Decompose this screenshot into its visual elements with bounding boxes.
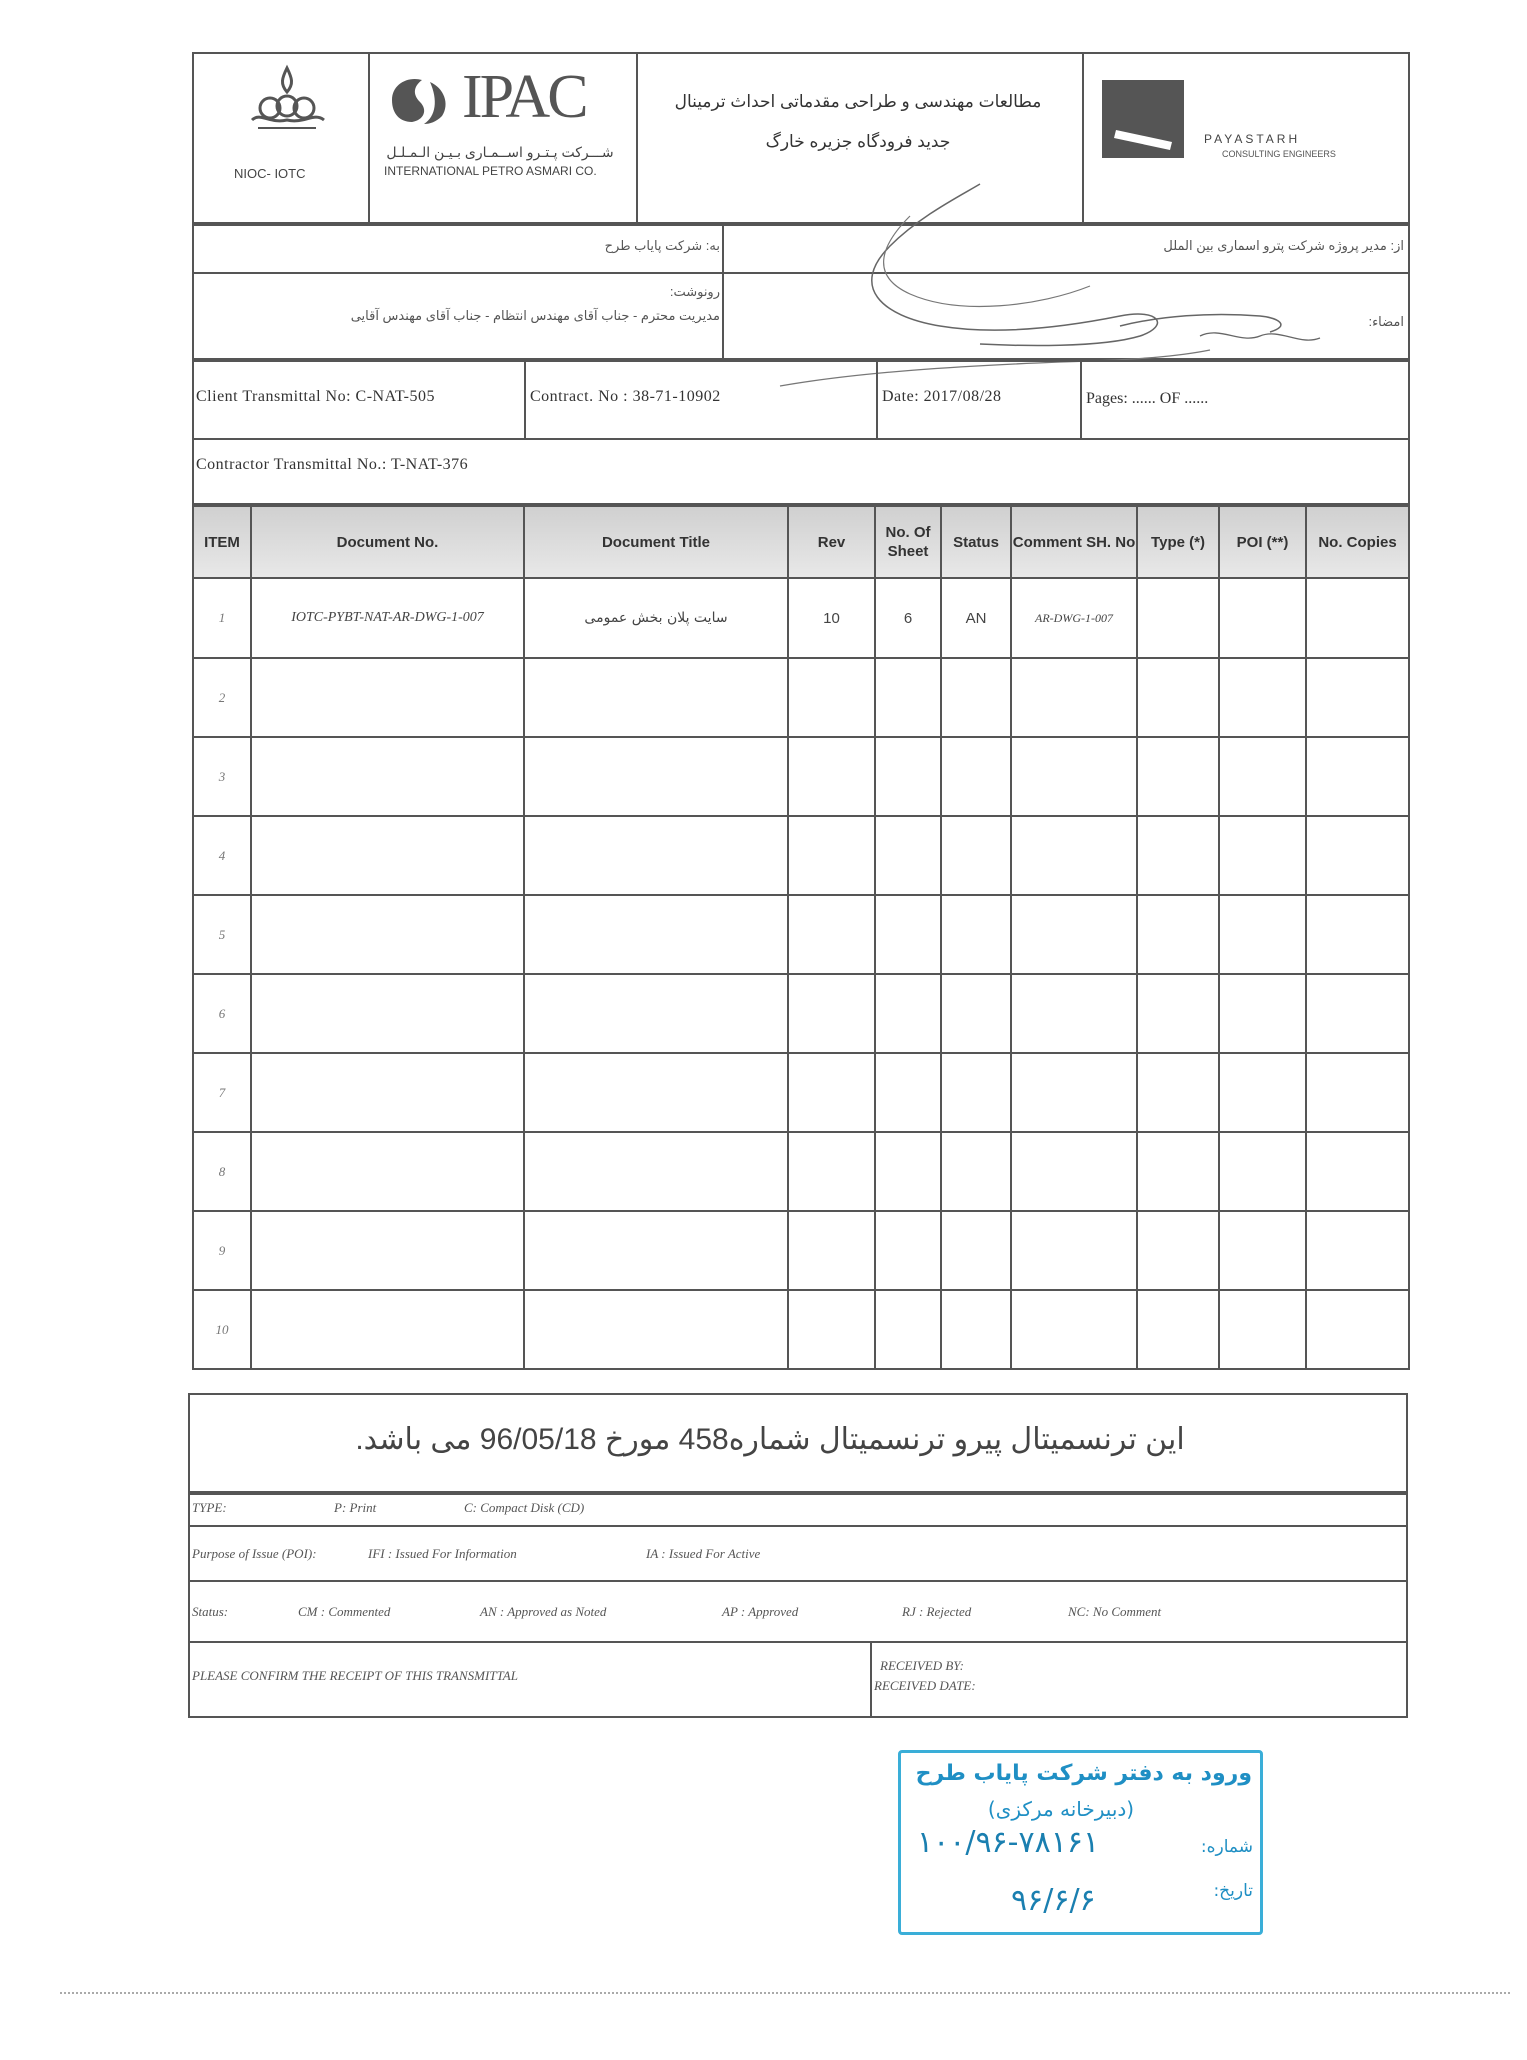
cell-status <box>941 895 1011 974</box>
ipac-logo-text: IPAC <box>462 63 586 131</box>
cell-type <box>1137 1290 1219 1369</box>
poi-label: Purpose of Issue (POI): <box>192 1546 317 1561</box>
cell-document-no <box>251 895 524 974</box>
col-header-document-no: Document No. <box>251 506 524 578</box>
cell-item: 1 <box>193 578 251 658</box>
col-header-type: Type (*) <box>1137 506 1219 578</box>
cell-comment-sh-no <box>1011 1053 1137 1132</box>
cell-rev <box>788 1132 875 1211</box>
cell-poi <box>1219 895 1306 974</box>
cell-type <box>1137 895 1219 974</box>
stamp-title: ورود به دفتر شرکت پایاب طرح <box>915 1761 1252 1786</box>
cell-no-copies <box>1306 1290 1409 1369</box>
col-header-no-of-sheet: No. Of Sheet <box>875 506 941 578</box>
cell-document-title <box>524 1290 788 1369</box>
ipac-name-fa: شـــرکت پـتـرو اســمـاری بـیـن الـمـلـل <box>386 144 614 160</box>
cell-rev <box>788 1290 875 1369</box>
nioc-label: NIOC- IOTC <box>234 166 306 181</box>
status-cm: CM : Commented <box>298 1604 391 1619</box>
cell-no-copies <box>1306 1211 1409 1290</box>
cell-no-of-sheet <box>875 974 941 1053</box>
legend-divider <box>870 1641 872 1718</box>
table-row <box>193 578 1409 658</box>
transmittal-divider <box>524 360 526 438</box>
cell-status <box>941 1053 1011 1132</box>
col-header-comment-sh-no: Comment SH. No <box>1011 506 1137 578</box>
cell-document-no <box>251 1211 524 1290</box>
cell-status <box>941 1132 1011 1211</box>
stamp-subtitle: (دبیرخانه مرکزی) <box>987 1797 1135 1821</box>
status-label: Status: <box>192 1604 229 1619</box>
col-header-poi: POI (**) <box>1219 506 1306 578</box>
cell-poi <box>1219 658 1306 737</box>
cell-comment-sh-no <box>1011 816 1137 895</box>
cell-item: 5 <box>193 895 251 974</box>
cell-document-no <box>251 1132 524 1211</box>
cell-item: 7 <box>193 1053 251 1132</box>
cell-no-of-sheet: 6 <box>875 578 941 658</box>
cell-status: AN <box>941 578 1011 658</box>
legend-divider <box>188 1525 1408 1527</box>
col-header-no-copies: No. Copies <box>1306 506 1409 578</box>
cell-status <box>941 816 1011 895</box>
cell-type <box>1137 1211 1219 1290</box>
cell-no-copies <box>1306 658 1409 737</box>
document-table <box>192 505 1410 1370</box>
table-row <box>193 658 1409 737</box>
cc-label: رونوشت: <box>669 284 720 299</box>
status-rj: RJ : Rejected <box>902 1604 972 1619</box>
cell-item: 8 <box>193 1132 251 1211</box>
cell-comment-sh-no <box>1011 1290 1137 1369</box>
cell-poi <box>1219 1211 1306 1290</box>
table-row <box>193 1053 1409 1132</box>
cell-comment-sh-no <box>1011 1211 1137 1290</box>
received-date: RECEIVED DATE: <box>874 1678 976 1693</box>
cell-no-of-sheet <box>875 1290 941 1369</box>
stamp-number-value: ۱۰۰/۹۶-۷۸۱۶۱ <box>917 1825 1100 1860</box>
cell-document-title <box>524 1132 788 1211</box>
cell-poi <box>1219 737 1306 816</box>
from-label: از: مدیر پروژه شرکت پترو اسماری بین الملل <box>1163 238 1404 253</box>
payastarh-sub: CONSULTING ENGINEERS <box>1222 149 1336 159</box>
cell-document-title <box>524 1053 788 1132</box>
cell-document-title <box>524 658 788 737</box>
ipac-name-en: INTERNATIONAL PETRO ASMARI CO. <box>384 164 597 178</box>
cell-type <box>1137 1053 1219 1132</box>
cell-no-of-sheet <box>875 895 941 974</box>
note-text: این ترنسمیتال پیرو ترنسمیتال شماره458 مورخ 96/05/18 می باشد. <box>355 1423 1185 1456</box>
cell-item: 10 <box>193 1290 251 1369</box>
routing-divider <box>722 224 724 360</box>
cell-no-copies <box>1306 737 1409 816</box>
nioc-logo <box>240 62 335 142</box>
cell-type <box>1137 1132 1219 1211</box>
cell-poi <box>1219 974 1306 1053</box>
cell-document-title <box>524 737 788 816</box>
cell-no-copies <box>1306 974 1409 1053</box>
type-print: P: Print <box>334 1500 377 1515</box>
transmittal-block <box>192 360 1410 505</box>
cell-rev <box>788 1053 875 1132</box>
cell-no-copies <box>1306 816 1409 895</box>
cell-no-of-sheet <box>875 816 941 895</box>
confirm-receipt: PLEASE CONFIRM THE RECEIPT OF THIS TRANSMITTAL <box>192 1668 518 1683</box>
cell-type <box>1137 737 1219 816</box>
table-row <box>193 737 1409 816</box>
table-row <box>193 974 1409 1053</box>
col-header-status: Status <box>941 506 1011 578</box>
cell-comment-sh-no: AR-DWG-1-007 <box>1011 578 1137 658</box>
table-row <box>193 1290 1409 1369</box>
cell-poi <box>1219 1132 1306 1211</box>
type-cd: C: Compact Disk (CD) <box>464 1500 585 1515</box>
cell-item: 4 <box>193 816 251 895</box>
header-divider <box>368 52 370 224</box>
ipac-logo-icon <box>384 74 458 126</box>
cell-no-copies <box>1306 578 1409 658</box>
transmittal-date: Date: 2017/08/28 <box>882 388 1002 405</box>
payastarh-logo <box>1102 80 1184 158</box>
table-row <box>193 895 1409 974</box>
cell-poi <box>1219 1290 1306 1369</box>
cell-rev <box>788 895 875 974</box>
cell-no-of-sheet <box>875 658 941 737</box>
transmittal-divider <box>192 438 1410 440</box>
cell-document-no <box>251 737 524 816</box>
table-header-row <box>193 506 1409 578</box>
signature-label: امضاء: <box>1368 314 1404 329</box>
scan-edge-line <box>60 1992 1510 1994</box>
project-title-line1: مطالعات مهندسی و طراحی مقدماتی احداث ترمینال <box>674 92 1042 111</box>
cell-document-no <box>251 1290 524 1369</box>
project-title-line2: جدید فرودگاه جزیره خارگ <box>765 132 951 151</box>
cell-document-title <box>524 816 788 895</box>
receipt-stamp <box>898 1750 1263 1935</box>
cell-type <box>1137 658 1219 737</box>
cell-no-copies <box>1306 895 1409 974</box>
payastarh-name: PAYASTARH <box>1204 132 1301 146</box>
stamp-date-value: ۹۶/۶/۶ <box>1011 1883 1096 1918</box>
col-header-rev: Rev <box>788 506 875 578</box>
cell-no-of-sheet <box>875 1132 941 1211</box>
cell-rev: 10 <box>788 578 875 658</box>
table-row <box>193 1132 1409 1211</box>
cell-document-title <box>524 1211 788 1290</box>
contractor-transmittal: Contractor Transmittal No.: T-NAT-376 <box>196 456 469 473</box>
contract-no: Contract. No : 38-71-10902 <box>530 388 721 405</box>
cell-document-no <box>251 1053 524 1132</box>
cell-poi <box>1219 816 1306 895</box>
cell-poi <box>1219 1053 1306 1132</box>
cell-document-no <box>251 816 524 895</box>
cell-document-title <box>524 974 788 1053</box>
cell-status <box>941 974 1011 1053</box>
cell-no-copies <box>1306 1132 1409 1211</box>
cell-item: 9 <box>193 1211 251 1290</box>
stamp-number-label: شماره: <box>1200 1837 1253 1857</box>
header-divider <box>636 52 638 224</box>
cell-no-of-sheet <box>875 737 941 816</box>
cell-status <box>941 1290 1011 1369</box>
table-row <box>193 816 1409 895</box>
cell-document-no <box>251 658 524 737</box>
cell-item: 2 <box>193 658 251 737</box>
cell-no-of-sheet <box>875 1211 941 1290</box>
transmittal-divider <box>1080 360 1082 438</box>
transmittal-divider <box>876 360 878 438</box>
cc-value: مدیریت محترم - جناب آقای مهندس انتظام - جناب آقای مهندس آقایی <box>350 308 720 323</box>
cell-no-of-sheet <box>875 1053 941 1132</box>
cell-type <box>1137 578 1219 658</box>
cell-document-no <box>251 974 524 1053</box>
cell-rev <box>788 816 875 895</box>
type-label: TYPE: <box>192 1500 227 1515</box>
cell-status <box>941 658 1011 737</box>
poi-ifi: IFI : Issued For Information <box>368 1546 517 1561</box>
status-nc: NC: No Comment <box>1068 1604 1162 1619</box>
col-header-item: ITEM <box>193 506 251 578</box>
client-transmittal: Client Transmittal No: C-NAT-505 <box>196 388 435 405</box>
received-by: RECEIVED BY: <box>880 1658 964 1673</box>
cell-poi <box>1219 578 1306 658</box>
cell-comment-sh-no <box>1011 658 1137 737</box>
legend-divider <box>188 1580 1408 1582</box>
table-row <box>193 1211 1409 1290</box>
cell-comment-sh-no <box>1011 895 1137 974</box>
status-an: AN : Approved as Noted <box>480 1604 607 1619</box>
cell-document-title: سایت پلان بخش عمومی <box>524 578 788 658</box>
cell-rev <box>788 737 875 816</box>
status-ap: AP : Approved <box>722 1604 799 1619</box>
cell-comment-sh-no <box>1011 737 1137 816</box>
cell-no-copies <box>1306 1053 1409 1132</box>
legend-divider <box>188 1641 1408 1643</box>
pages-count: Pages: ...... OF ...... <box>1086 390 1209 407</box>
cell-document-no: IOTC-PYBT-NAT-AR-DWG-1-007 <box>251 578 524 658</box>
to-label: به: شرکت پایاب طرح <box>604 238 720 253</box>
cell-rev <box>788 1211 875 1290</box>
cell-type <box>1137 816 1219 895</box>
cell-item: 3 <box>193 737 251 816</box>
cell-comment-sh-no <box>1011 1132 1137 1211</box>
cell-comment-sh-no <box>1011 974 1137 1053</box>
cell-document-title <box>524 895 788 974</box>
cell-type <box>1137 974 1219 1053</box>
cell-rev <box>788 658 875 737</box>
col-header-document-title: Document Title <box>524 506 788 578</box>
cell-status <box>941 737 1011 816</box>
cell-rev <box>788 974 875 1053</box>
stamp-date-label: تاریخ: <box>1213 1881 1253 1901</box>
cell-item: 6 <box>193 974 251 1053</box>
cell-status <box>941 1211 1011 1290</box>
poi-ia: IA : Issued For Active <box>646 1546 761 1561</box>
